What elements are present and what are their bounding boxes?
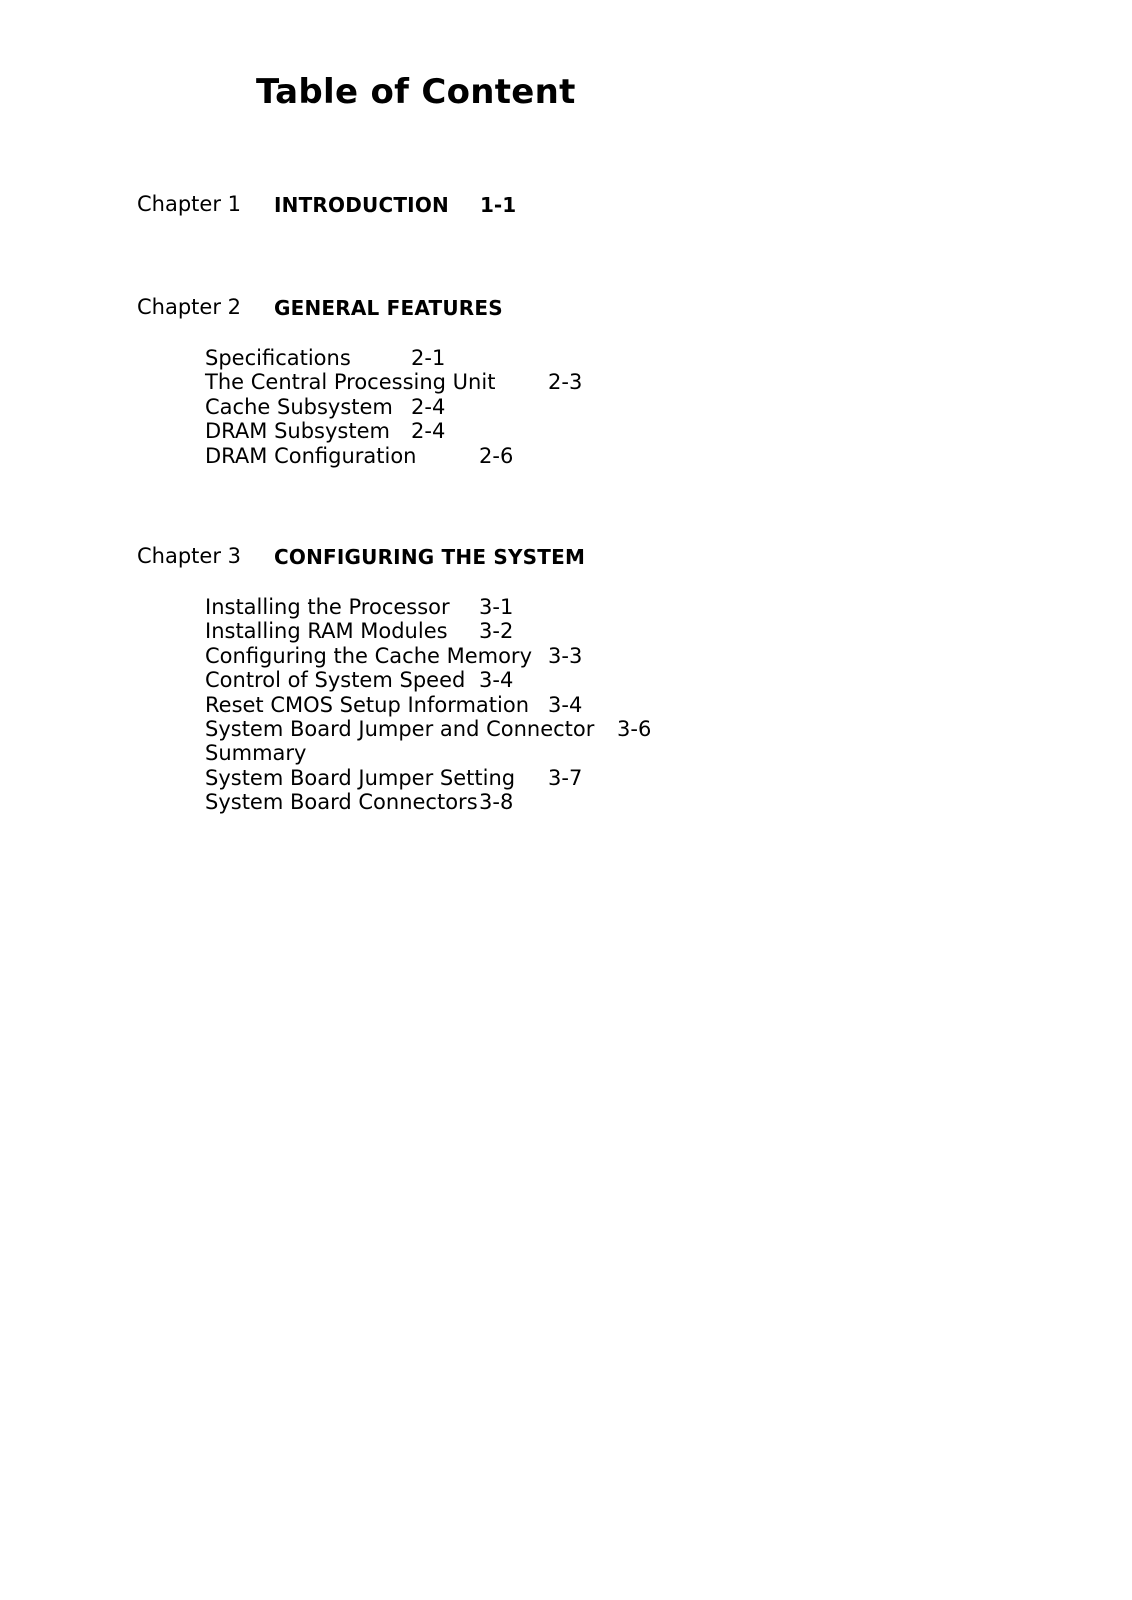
toc-entry-title: Configuring the Cache Memory — [205, 643, 532, 668]
toc-entry-page: 3-3 — [548, 643, 583, 668]
toc-entry-page: 2-4 — [411, 419, 446, 444]
chapter-title: INTRODUCTION — [274, 193, 449, 217]
chapter-label: Chapter 1 — [137, 192, 241, 216]
toc-entry-title: Summary — [205, 741, 307, 766]
toc-entry-page: 2-3 — [548, 370, 583, 395]
toc-entry-title: Installing RAM Modules — [205, 619, 448, 644]
toc-entry-title: Control of System Speed — [205, 668, 466, 693]
toc-entry-page: 3-8 — [479, 790, 514, 815]
toc-entry-page: 3-4 — [548, 692, 583, 717]
toc-entry-title: The Central Processing Unit — [205, 370, 496, 395]
toc-entry-title: Specifications — [205, 346, 351, 370]
chapter-label: Chapter 3 — [137, 544, 241, 568]
toc-entry-page: 3-6 — [617, 716, 652, 741]
page-title: Table of Content — [256, 72, 576, 112]
chapter-title: CONFIGURING THE SYSTEM — [274, 545, 586, 569]
toc-entry-title: Installing the Processor — [205, 595, 450, 619]
toc-entry-page: 3-2 — [479, 619, 514, 644]
toc-entry-title: System Board Jumper and Connector — [205, 716, 595, 741]
chapter-page-number: 1-1 — [480, 193, 517, 217]
toc-entry-page: 3-4 — [479, 668, 514, 693]
toc-entry-title: System Board Connectors — [205, 790, 478, 815]
toc-entry-title: Reset CMOS Setup Information — [205, 692, 530, 717]
toc-entry-page: 2-6 — [479, 443, 514, 468]
toc-entry-page: 2-1 — [411, 346, 446, 370]
chapter-title: GENERAL FEATURES — [274, 296, 503, 320]
chapter-label: Chapter 2 — [137, 295, 241, 319]
toc-entry-page: 2-4 — [411, 394, 446, 419]
toc-entry-title: DRAM Subsystem — [205, 419, 390, 444]
toc-entry-title: System Board Jumper Setting — [205, 765, 516, 790]
toc-entry-page: 3-7 — [548, 765, 583, 790]
toc-entry-title: Cache Subsystem — [205, 394, 393, 419]
toc-entry-title: DRAM Configuration — [205, 443, 417, 468]
toc-entry-page: 3-1 — [479, 595, 514, 619]
